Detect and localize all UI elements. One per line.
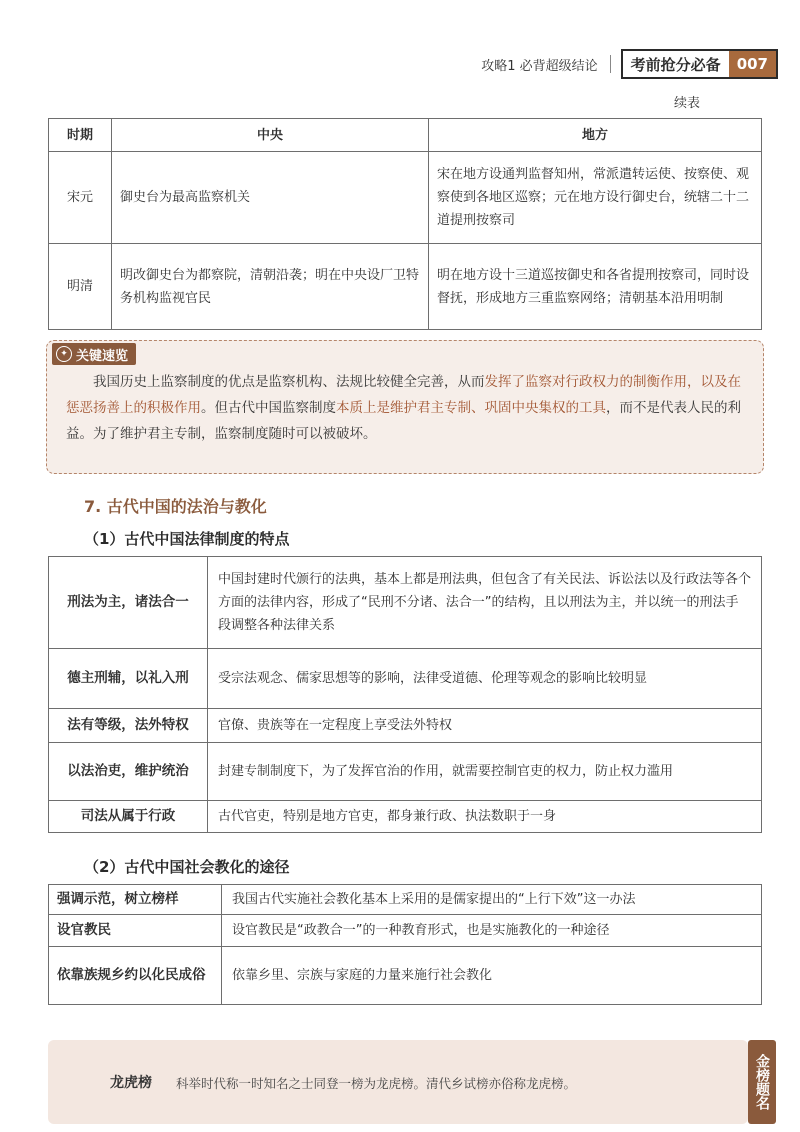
table-row [49,915,762,947]
period-cell: 明清 [49,244,112,330]
guide-label: 攻略1 必背超级结论 [481,58,598,74]
header-central: 中央 [112,119,429,152]
continued-label: 续表 [673,96,700,111]
table-row [49,801,762,833]
table-row [49,244,762,330]
feature-desc: 官僚、贵族等在一定程度上享受法外特权 [208,709,762,743]
path-name: 依靠族规乡约以化民成俗 [49,947,222,1005]
central-cell: 御史台为最高监察机关 [112,152,429,244]
feature-name: 德主刑辅，以礼入刑 [49,649,208,709]
page-number: 007 [729,51,776,77]
table-header-row [49,119,762,152]
page-header [481,50,778,78]
key-text-part: 我国历史上监察制度的优点是监察机构、法规比较健全完善，从而 [93,374,485,390]
table-row [49,152,762,244]
path-desc: 依靠乡里、宗族与家庭的力量来施行社会教化 [222,947,762,1005]
key-overview-tab [52,343,136,365]
header-divider [610,55,611,73]
path-name: 设官教民 [49,915,222,947]
key-overview-label: 关键速览 [76,348,129,364]
table-row [49,557,762,649]
table-row [49,649,762,709]
path-desc: 我国古代实施社会教化基本上采用的是儒家提出的“上行下效”这一办法 [222,885,762,915]
key-overview-text [66,369,746,447]
table-row [49,947,762,1005]
central-cell: 明改御史台为都察院，清朝沿袭；明在中央设厂卫特务机构监视官民 [112,244,429,330]
local-cell: 明在地方设十三道巡按御史和各省提刑按察司，同时设督抚，形成地方三重监察网络；清朝基本沿用明制 [429,244,762,330]
section-heading: 7. 古代中国的法治与教化 [84,497,267,516]
feature-name: 刑法为主，诸法合一 [49,557,208,649]
subsection-heading-education: （2）古代中国社会教化的途径 [84,858,290,876]
key-text-part: ，而不是代表人民的利益。为了维护君主专制，监察制度随时可以被破坏。 [66,400,741,442]
education-table [48,884,762,1005]
feature-desc: 封建专制制度下，为了发挥官治的作用，就需要控制官吏的权力，防止权力滥用 [208,743,762,801]
subsection-heading-law: （1）古代中国法律制度的特点 [84,530,290,548]
supervision-table [48,118,762,330]
feature-name: 法有等级，法外特权 [49,709,208,743]
table-row [49,709,762,743]
footer-term: 龙虎榜 [110,1075,152,1091]
path-desc: 设官教民是“政教合一”的一种教育形式，也是实施教化的一种途径 [222,915,762,947]
badge-title: 考前抢分必备 [623,51,729,77]
feature-name: 司法从属于行政 [49,801,208,833]
feature-desc: 中国封建时代颁行的法典，基本上都是刑法典，但包含了有关民法、诉讼法以及行政法等各个方面的法律内容，形成了“民刑不分诸、法合一”的结构，且以刑法为主，并以统一的刑法手段调整各种法律关系 [208,557,762,649]
local-cell: 宋在地方设通判监督知州，常派遣转运使、按察使、观察使到各地区巡察；元在地方设行御史台，统辖二十二道提刑按察司 [429,152,762,244]
side-tab: 金榜题名 [748,1040,776,1124]
key-text-highlight: 本质上是维护君主专制、巩固中央集权的工具 [336,400,606,416]
header-period: 时期 [49,119,112,152]
path-name: 强调示范，树立榜样 [49,885,222,915]
period-cell: 宋元 [49,152,112,244]
feature-name: 以法治吏，维护统治 [49,743,208,801]
feature-desc: 受宗法观念、儒家思想等的影响，法律受道德、伦理等观念的影响比较明显 [208,649,762,709]
law-features-table [48,556,762,833]
table-row [49,885,762,915]
table-row [49,743,762,801]
feature-desc: 古代官吏，特别是地方官吏，都身兼行政、执法数职于一身 [208,801,762,833]
section-badge [621,49,778,79]
header-local: 地方 [429,119,762,152]
key-text-part: 。但古代中国监察制度 [201,400,336,416]
footer-definition: 科举时代称一时知名之士同登一榜为龙虎榜。清代乡试榜亦俗称龙虎榜。 [176,1076,577,1091]
key-text-highlight: 发挥了监察对行政权力的制衡作用，以及在惩恶扬善上的积极作用 [66,374,741,416]
lightbulb-icon: ✦ [56,346,72,362]
